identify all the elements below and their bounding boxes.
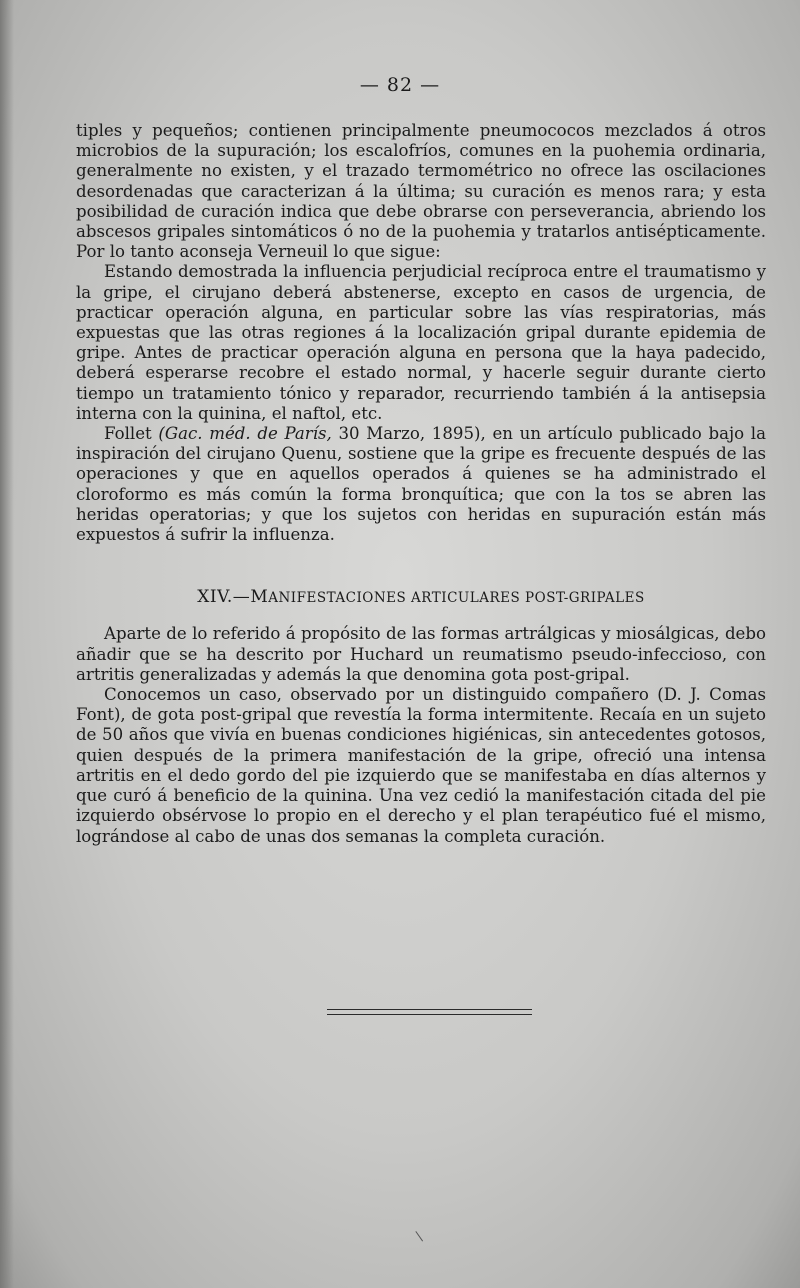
section-title: ANIFESTACIONES ARTICULARES POST-GRIPALES: [268, 590, 645, 607]
paragraph-continuation: tiples y pequeños; contienen principalmente pneumococos mezclados á otros microbios de la supuración; los escalofríos, comunes en la puohemia ordinaria, generalmente no existen, y el trazado termométrico no ofrece las oscilaciones desordenadas que caracterizan á la última; su curación es menos rara; y esta posibilidad de curación indica que debe obrarse con perseverancia, abriendo los abscesos gripales sintomáticos ó no de la puohemia y tratarlos antisépticamente. Por lo tanto aconseja Verneuil lo que sigue:: [76, 121, 766, 262]
follet-author: Follet: [104, 424, 159, 444]
paragraph-case: Conocemos un caso, observado por un distinguido compañero (D. J. Comas Font), de gota post-gripal que revestía la forma intermitente. Recaía en un sujeto de 50 años que vivía en buenas condiciones higiénicas, sin antecedentes gotosos, quien después de la primera manifestación de la gripe, ofreció una intensa artritis en el dedo gordo del pie izquierdo que se manifestaba en días alternos y que curó á beneficio de la quinina. Una vez cedió la manifestación citada del pie izquierdo obsérvose lo propio en el derecho y el plan terapéutico fué el mismo, lográndose al cabo de unas dos semanas la completa curación.: [76, 685, 766, 846]
paragraph-follet: [76, 424, 766, 545]
page-edge-shadow: [0, 0, 14, 1288]
paragraph-verneuil-advice: Estando demostrada la influencia perjudicial recíproca entre el traumatismo y la gripe, el cirujano deberá abstenerse, excepto en casos de urgencia, de practicar operación alguna, en particular sobre las vías respiratorias, más expuestas que las otras regiones á la localización gripal durante epidemia de gripe. Antes de practicar operación alguna en persona que la haya padecido, deberá esperarse recobre el estado normal, y hacerle seguir durante cierto tiempo un tratamiento tónico y reparador, recurriendo también á la antisepsia interna con la quinina, el naftol, etc.: [76, 262, 766, 423]
page-body: [76, 121, 766, 847]
follet-citation: (Gac. méd. de París,: [158, 424, 332, 444]
page-number: — 82 —: [359, 74, 441, 96]
section-numeral: XIV.—: [197, 587, 251, 608]
section-heading: [76, 587, 766, 608]
follet-text: 30 Marzo, 1895), en un artículo publicado bajo la inspiración del cirujano Quenu, sostiene que la gripe es frecuente después de las operaciones y que en aquellos operados á quienes se ha administrado el cloroformo es más común la forma bronquítica; que con la tos se abren las heridas operatorias; y que los sujetos con heridas en supuración están más expuestos á sufrir la influenza.: [76, 424, 766, 545]
paper-mark: [415, 1227, 429, 1242]
closing-double-rule: [327, 1009, 532, 1015]
paragraph-huchard: Aparte de lo referido á propósito de las formas artrálgicas y miosálgicas, debo añadir que se ha descrito por Huchard un reumatismo pseudo-infeccioso, con artritis generalizadas y además la que denomina gota post-gripal.: [76, 624, 766, 684]
section-title-initial: M: [250, 587, 269, 608]
